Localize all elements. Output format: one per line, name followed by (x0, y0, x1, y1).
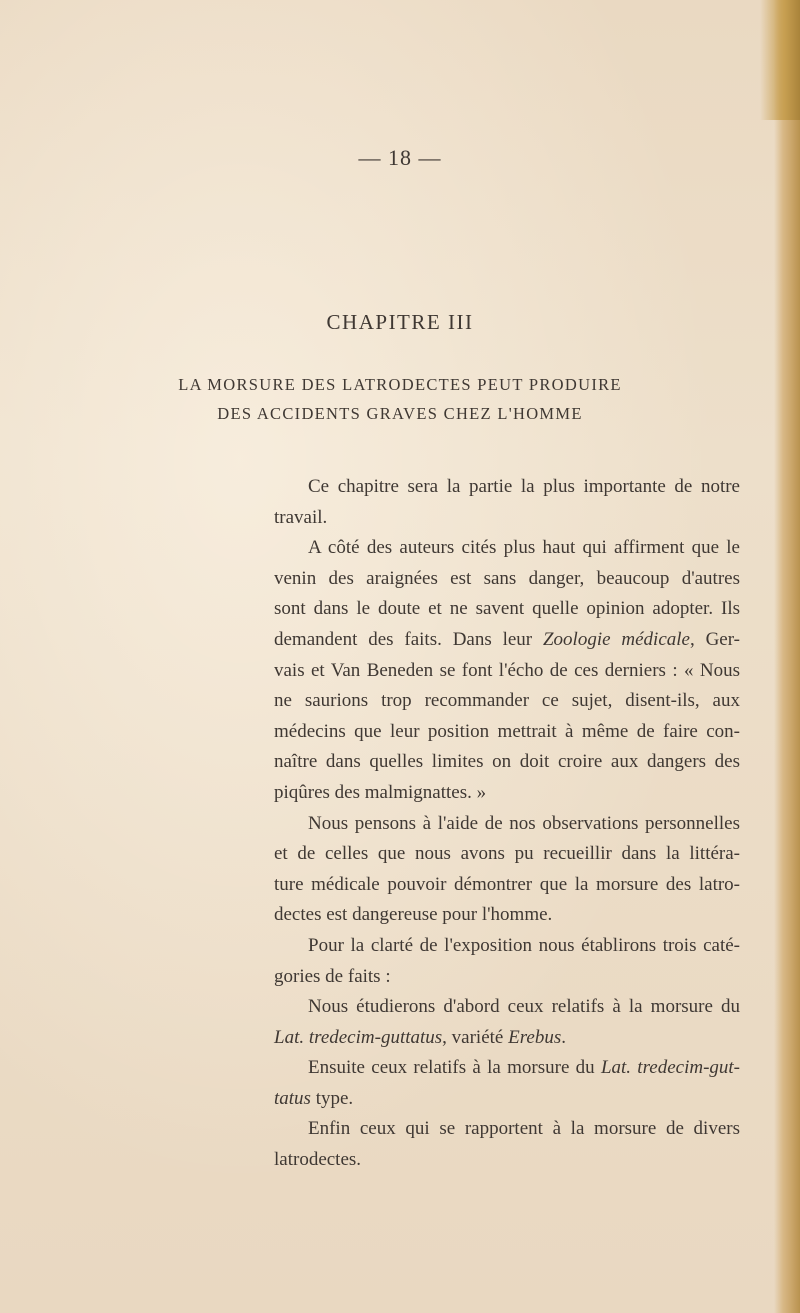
text-line: travail. (274, 506, 328, 528)
text-fragment: . (561, 1026, 566, 1048)
subtitle-line-1: LA MORSURE DES LATRODECTES PEUT PRODUIRE (178, 375, 622, 394)
book-title: Zoologie médicale (542, 628, 690, 650)
text-line: naître dans quelles limites on doit croire aux dangers des (274, 751, 740, 773)
text-line: et de celles que nous avons pu recueillir dans la littéra- (274, 843, 740, 865)
text-line (274, 1023, 740, 1054)
text-line: Enfin ceux qui se rapportent à la morsure de divers (308, 1118, 740, 1140)
text-fragment: Ensuite ceux relatifs à la morsure du (308, 1057, 601, 1079)
text-fragment: demandent des faits. Dans leur (274, 628, 543, 650)
text-line: piqûres des malmignattes. » (274, 781, 487, 803)
text-line: ture médicale pouvoir démontrer que la morsure des latro- (274, 873, 740, 895)
text-line: latrodectes. (274, 1149, 362, 1171)
page-edge-stain (760, 0, 800, 120)
text-line: dectes est dangereuse pour l'homme. (274, 904, 553, 926)
text-line: Nous pensons à l'aide de nos observations personnelles (308, 812, 740, 834)
species-name: Lat. tredecim-gut- (600, 1057, 741, 1079)
text-line: venin des araignées est sans danger, beaucoup d'autres (274, 567, 740, 589)
text-line: Pour la clarté de l'exposition nous établirons trois caté- (308, 934, 740, 956)
text-fragment: , variété (442, 1026, 509, 1048)
body-text (274, 472, 740, 1176)
page-number: — 18 — (358, 145, 442, 170)
variety-name: Erebus (508, 1026, 562, 1048)
text-line: ne saurions trop recommander ce sujet, disent-ils, aux (274, 690, 740, 712)
text-line (274, 625, 740, 656)
text-line (274, 1084, 740, 1115)
text-line (274, 1053, 740, 1084)
text-line: A côté des auteurs cités plus haut qui affirment que le (308, 537, 740, 559)
text-line: gories de faits : (274, 965, 391, 987)
species-name: Lat. tredecim-guttatus (274, 1026, 443, 1048)
chapter-title: CHAPITRE III (326, 310, 474, 334)
text-fragment: type. (310, 1087, 354, 1109)
text-line: Nous étudierons d'abord ceux relatifs à la morsure du (308, 996, 740, 1018)
text-line: médecins que leur position mettrait à même de faire con- (274, 720, 740, 742)
chapter-subtitle (0, 370, 800, 428)
text-line: Ce chapitre sera la partie la plus importante de notre (308, 476, 740, 497)
text-fragment: , Ger- (689, 628, 740, 650)
subtitle-line-2: DES ACCIDENTS GRAVES CHEZ L'HOMME (217, 404, 583, 423)
text-line: sont dans le doute et ne savent quelle opinion adopter. Ils (274, 598, 740, 620)
text-line: vais et Van Beneden se font l'écho de ces derniers : « Nous (274, 659, 740, 681)
page-edge-shadow (774, 0, 800, 1313)
species-name: tatus (274, 1087, 311, 1109)
